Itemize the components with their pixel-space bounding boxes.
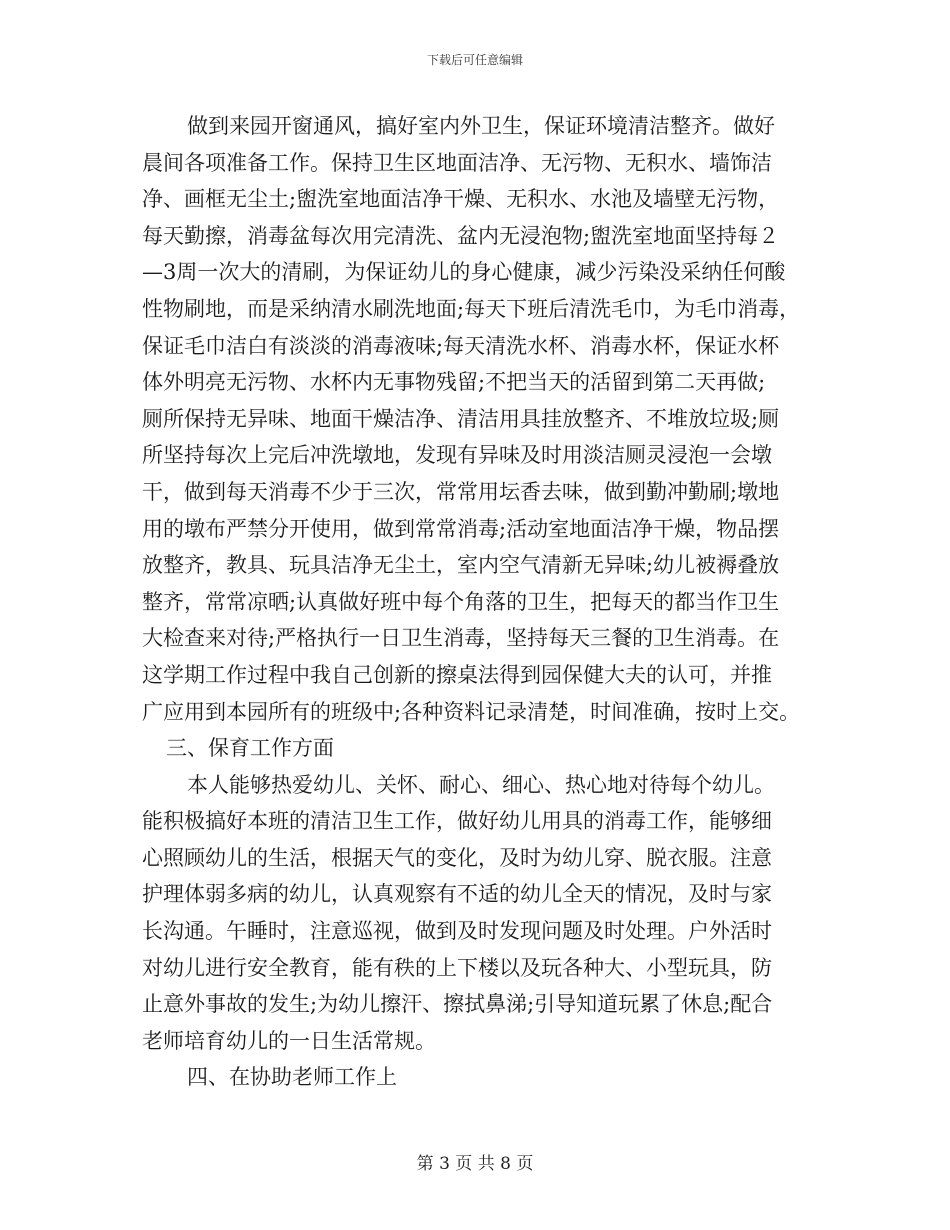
text-line (0, 1023, 950, 1060)
text-line (0, 145, 950, 182)
paragraph-line: 大检查来对待;严格执行一日卫生消毒，坚持每天三餐的卫生消毒。在 (142, 626, 780, 651)
paragraph-line: 广应用到本园所有的班级中;各种资料记录清楚，时间准确，按时上交。 (142, 699, 801, 724)
text-line (0, 108, 950, 145)
paragraph-line: —3周一次大的清刷，为保证幼儿的身心健康，减少污染没采纳任何酸 (142, 260, 786, 285)
paragraph-line: 做到来园开窗通风，搞好室内外卫生，保证环境清洁整齐。做好 (187, 114, 775, 138)
paragraph-line: 晨间各项准备工作。保持卫生区地面洁净、无污物、无积水、墙饰洁 (142, 150, 772, 175)
text-line (0, 950, 950, 987)
text-line (0, 218, 950, 255)
document-body (0, 108, 950, 1096)
paragraph-line: 体外明亮无污物、水杯内无事物残留;不把当天的活留到第二天再做; (142, 370, 766, 395)
paragraph-line: 整齐，常常凉晒;认真做好班中每个角落的卫生，把每天的都当作卫生 (142, 589, 780, 614)
text-line (0, 657, 950, 694)
text-line (0, 328, 950, 365)
paragraph-line: 长沟通。午睡时，注意巡视，做到及时发现问题及时处理。户外活时 (142, 919, 772, 944)
text-line (0, 694, 950, 731)
paragraph-line: 保证毛巾洁白有淡淡的消毒液味;每天清洗水杯、消毒水杯，保证水杯 (142, 333, 780, 358)
paragraph-line: 用的墩布严禁分开使用，做到常常消毒;活动室地面洁净干燥，物品摆 (142, 516, 780, 541)
text-line (0, 1059, 950, 1096)
section-heading: 三、保育工作方面 (166, 736, 334, 761)
section-heading: 四、在协助老师工作上 (187, 1065, 397, 1090)
text-line (0, 803, 950, 840)
paragraph-line: 护理体弱多病的幼儿，认真观察有不适的幼儿全天的情况，及时与家 (142, 882, 772, 907)
paragraph-line: 心照顾幼儿的生活，根据天气的变化，及时为幼儿穿、脱衣服。注意 (142, 845, 772, 870)
paragraph-line: 这学期工作过程中我自己创新的擦桌法得到园保健大夫的认可，并推 (142, 662, 772, 687)
text-line (0, 401, 950, 438)
page-header: 下载后可任意编辑 (426, 53, 523, 67)
paragraph-line: 对幼儿进行安全教育，能有秩的上下楼以及玩各种大、小型玩具，防 (142, 955, 772, 980)
paragraph-line: 能积极搞好本班的清洁卫生工作，做好幼儿用具的消毒工作，能够细 (142, 809, 772, 834)
paragraph-line: 老师培育幼儿的一日生活常规。 (142, 1028, 436, 1053)
paragraph-line: 干，做到每天消毒不少于三次，常常用坛香去味，做到勤冲勤刷;墩地 (142, 479, 780, 504)
paragraph-line: 放整齐，教具、玩具洁净无尘土，室内空气清新无异味;幼儿被褥叠放 (142, 553, 780, 578)
paragraph-line: 厕所保持无异味、地面干燥洁净、清洁用具挂放整齐、不堆放垃圾;厕 (142, 406, 780, 431)
text-line (0, 547, 950, 584)
paragraph-line: 每天勤擦，消毒盆每次用完清洗、盆内无浸泡物;盥洗室地面坚持每２ (142, 223, 780, 248)
page-footer: 第 3 页 共 8 页 (416, 1154, 534, 1174)
paragraph-line: 性物刷地，而是采纳清水刷洗地面;每天下班后清洗毛巾，为毛巾消毒， (142, 296, 801, 321)
text-line (0, 840, 950, 877)
text-line (0, 584, 950, 621)
text-line (0, 181, 950, 218)
text-line (0, 511, 950, 548)
paragraph-line: 本人能够热爱幼儿、关怀、耐心、细心、热心地对待每个幼儿。 (187, 772, 775, 797)
text-line (0, 913, 950, 950)
text-line (0, 986, 950, 1023)
text-line (0, 767, 950, 804)
text-line (0, 620, 950, 657)
paragraph-line: 所坚持每次上完后冲洗墩地，发现有异味及时用淡洁厕灵浸泡一会墩 (142, 443, 772, 468)
text-line (0, 730, 950, 767)
paragraph-line: 止意外事故的发生;为幼儿擦汗、擦拭鼻涕;引导知道玩累了休息;配合 (142, 992, 773, 1017)
text-line (0, 876, 950, 913)
text-line (0, 437, 950, 474)
paragraph-line: 净、画框无尘土;盥洗室地面洁净干燥、无积水、水池及墙壁无污物， (142, 187, 780, 212)
text-line (0, 364, 950, 401)
text-line (0, 254, 950, 291)
text-line (0, 291, 950, 328)
text-line (0, 474, 950, 511)
